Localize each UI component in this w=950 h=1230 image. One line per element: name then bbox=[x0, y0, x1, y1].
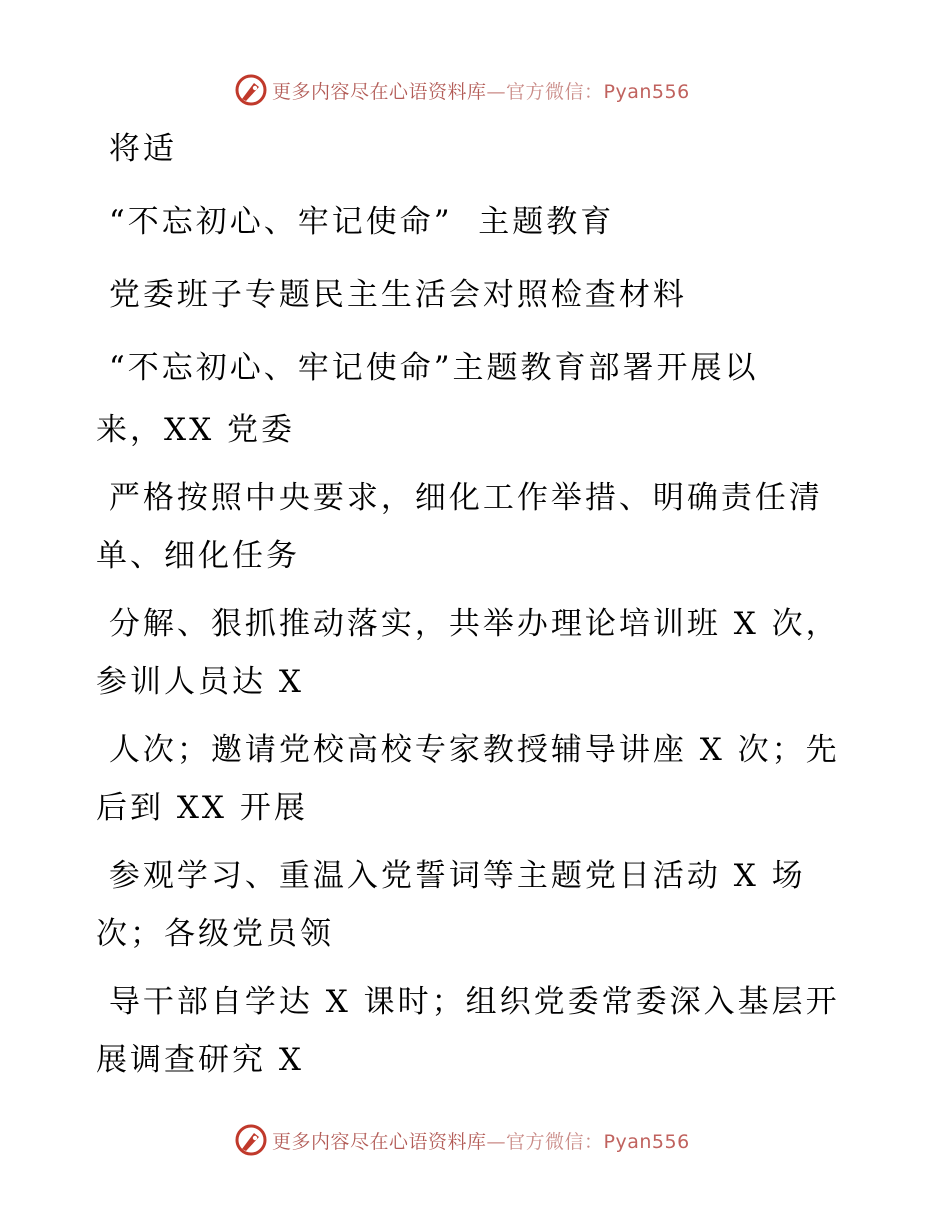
banner-wechat-label: 官方微信： bbox=[506, 1130, 604, 1153]
doc-line-6: 单、细化任务 bbox=[96, 538, 300, 574]
footer-banner-text bbox=[272, 1127, 690, 1154]
doc-line-5: 严格按照中央要求，细化工作举措、明确责任清 bbox=[96, 480, 823, 516]
doc-line-14: 展调查研究 X bbox=[96, 1042, 304, 1078]
doc-line-8: 参训人员达 X bbox=[96, 664, 304, 700]
doc-line-4: 来，XX 党委 bbox=[96, 412, 295, 448]
pen-nib-logo-icon bbox=[234, 73, 268, 107]
doc-line-10: 后到 XX 开展 bbox=[96, 790, 308, 826]
doc-line-7: 分解、狠抓推动落实，共举办理论培训班 X 次， bbox=[96, 606, 840, 642]
doc-line-13: 导干部自学达 X 课时；组织党委常委深入基层开 bbox=[96, 984, 840, 1020]
banner-separator: — bbox=[486, 1130, 507, 1153]
doc-line-11: 参观学习、重温入党誓词等主题党日活动 X 场 bbox=[96, 858, 806, 894]
doc-line-0: 将适 bbox=[96, 131, 177, 167]
pen-nib-logo-icon bbox=[234, 1123, 268, 1157]
banner-wechat-id: Pyan556 bbox=[603, 1130, 690, 1153]
document-body bbox=[96, 118, 856, 1091]
doc-line-9: 人次；邀请党校高校专家教授辅导讲座 X 次；先 bbox=[96, 732, 840, 768]
banner-title: 更多内容尽在心语资料库 bbox=[272, 1130, 487, 1153]
banner-title: 更多内容尽在心语资料库 bbox=[272, 80, 487, 103]
header-banner-text bbox=[272, 77, 690, 104]
banner-wechat-label: 官方微信： bbox=[506, 80, 604, 103]
banner-separator: — bbox=[486, 80, 507, 103]
header-banner bbox=[234, 70, 754, 110]
doc-line-1: “不忘初心、牢记使命” 主题教育 bbox=[96, 204, 615, 240]
footer-banner bbox=[234, 1120, 754, 1160]
banner-wechat-id: Pyan556 bbox=[603, 80, 690, 103]
doc-line-3: “不忘初心、牢记使命”主题教育部署开展以 bbox=[96, 350, 759, 386]
doc-line-12: 次；各级党员领 bbox=[96, 916, 334, 952]
doc-line-2: 党委班子专题民主生活会对照检查材料 bbox=[96, 277, 687, 313]
